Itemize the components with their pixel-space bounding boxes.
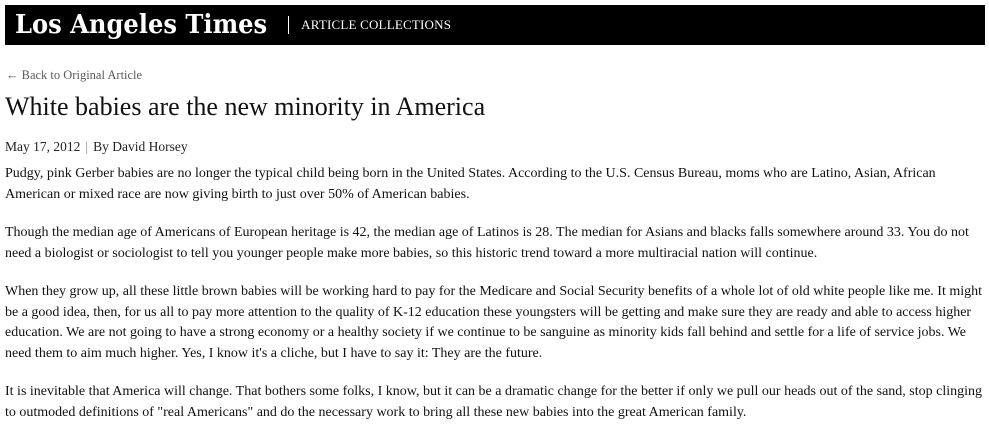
masthead-divider <box>288 16 289 34</box>
article-paragraph: It is inevitable that America will change. That bothers some folks, I know, but it can be a dramatic change for the better if only we pull our heads out of the sand, stop clinging to outmoded definitions of "real Americans" and do the necessary work to bring all these new babies into the great American family. <box>5 384 983 420</box>
article-collections-link[interactable]: ARTICLE COLLECTIONS <box>301 17 452 32</box>
article-byline <box>5 139 188 155</box>
site-logo[interactable]: Los Angeles Times <box>15 10 268 40</box>
article-paragraph: When they grow up, all these little brown babies will be working hard to pay for the Medicare and Social Security benefits of a whole lot of old white people like me. It might be a good idea, then, for us all to pay more attention to the quality of K-12 education these youngsters will be getting and make sure they are ready and able to access higher education. We are not going to have a strong economy or a healthy society if we continue to be sanguine as minority kids fall behind and settle for a life of service jobs. We need them to aim much higher. Yes, I know it's a cliche, but I have to say it: They are the future. <box>5 284 983 361</box>
back-link-label: Back to Original Article <box>21 68 143 82</box>
masthead <box>5 5 985 45</box>
back-to-original-article-link[interactable] <box>6 68 142 83</box>
article-title: White babies are the new minority in America <box>5 92 486 121</box>
byline-separator: | <box>85 139 89 154</box>
publish-date: May 17, 2012 <box>5 139 81 154</box>
author-name: By David Horsey <box>93 139 188 154</box>
back-arrow-icon: ← <box>6 68 19 82</box>
article-body <box>5 164 985 441</box>
article-paragraph: Though the median age of Americans of European heritage is 42, the median age of Latinos is 28. The median for Asians and blacks falls somewhere around 33. You do not need a biologist or sociologist to tell you younger people make more babies, so this historic trend toward a more multiracial nation will continue. <box>5 225 969 261</box>
article-paragraph: Pudgy, pink Gerber babies are no longer the typical child being born in the United States. According to the U.S. Census Bureau, moms who are Latino, Asian, African American or mixed race are now giving birth to just over 50% of American babies. <box>5 166 936 202</box>
